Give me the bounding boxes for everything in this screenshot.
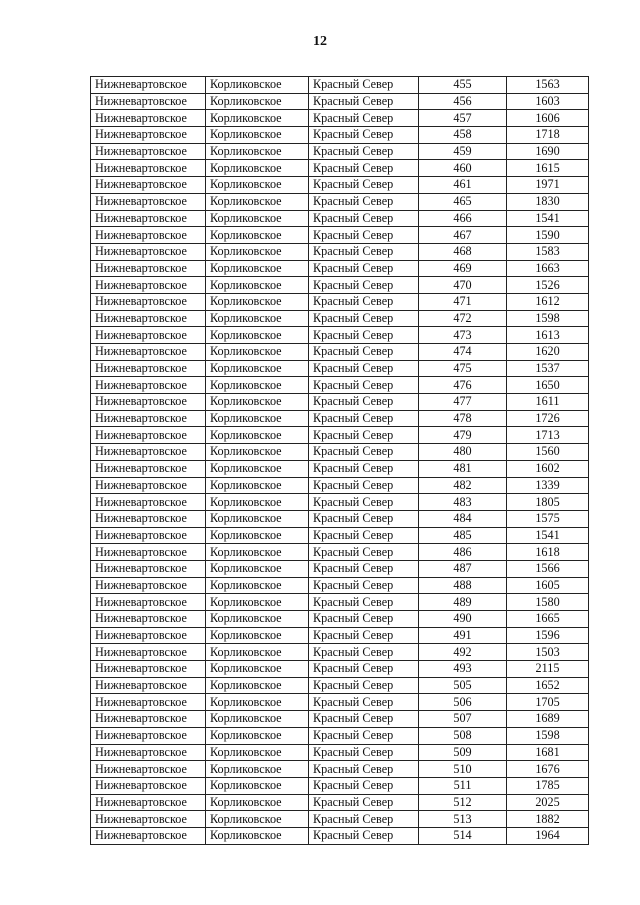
area-cell: Красный Север (309, 694, 419, 711)
table-row (91, 727, 589, 744)
field-cell: Корликовское (206, 177, 309, 194)
value-cell: 1971 (507, 177, 589, 194)
well-number-cell: 492 (419, 644, 507, 661)
area-cell: Красный Север (309, 777, 419, 794)
well-number-cell: 490 (419, 611, 507, 628)
table-row (91, 661, 589, 678)
area-cell: Красный Север (309, 827, 419, 844)
table-row (91, 77, 589, 94)
area-cell: Красный Север (309, 744, 419, 761)
area-cell: Красный Север (309, 293, 419, 310)
area-cell: Красный Север (309, 77, 419, 94)
area-cell: Красный Север (309, 310, 419, 327)
district-cell: Нижневартовское (91, 777, 206, 794)
district-cell: Нижневартовское (91, 827, 206, 844)
district-cell: Нижневартовское (91, 544, 206, 561)
field-cell: Корликовское (206, 110, 309, 127)
value-cell: 1541 (507, 527, 589, 544)
table-row (91, 143, 589, 160)
well-number-cell: 487 (419, 560, 507, 577)
value-cell: 1611 (507, 394, 589, 411)
table-row (91, 394, 589, 411)
field-cell: Корликовское (206, 494, 309, 511)
field-cell: Корликовское (206, 460, 309, 477)
table-row (91, 711, 589, 728)
value-cell: 1785 (507, 777, 589, 794)
area-cell: Красный Север (309, 394, 419, 411)
district-cell: Нижневартовское (91, 644, 206, 661)
district-cell: Нижневартовское (91, 344, 206, 361)
well-number-cell: 458 (419, 127, 507, 144)
table-row (91, 694, 589, 711)
table-row (91, 210, 589, 227)
table-row (91, 227, 589, 244)
well-number-cell: 467 (419, 227, 507, 244)
field-cell: Корликовское (206, 744, 309, 761)
table-body (91, 77, 589, 845)
well-number-cell: 485 (419, 527, 507, 544)
well-number-cell: 477 (419, 394, 507, 411)
district-cell: Нижневартовское (91, 160, 206, 177)
table-row (91, 377, 589, 394)
value-cell: 1339 (507, 477, 589, 494)
well-number-cell: 469 (419, 260, 507, 277)
table-row (91, 160, 589, 177)
value-cell: 1613 (507, 327, 589, 344)
field-cell: Корликовское (206, 210, 309, 227)
district-cell: Нижневартовское (91, 761, 206, 778)
well-number-cell: 507 (419, 711, 507, 728)
area-cell: Красный Север (309, 460, 419, 477)
field-cell: Корликовское (206, 310, 309, 327)
table-row (91, 193, 589, 210)
area-cell: Красный Север (309, 560, 419, 577)
field-cell: Корликовское (206, 577, 309, 594)
well-number-cell: 473 (419, 327, 507, 344)
well-number-cell: 493 (419, 661, 507, 678)
table-row (91, 277, 589, 294)
area-cell: Красный Север (309, 143, 419, 160)
field-cell: Корликовское (206, 661, 309, 678)
well-number-cell: 486 (419, 544, 507, 561)
district-cell: Нижневартовское (91, 260, 206, 277)
area-cell: Красный Север (309, 527, 419, 544)
field-cell: Корликовское (206, 444, 309, 461)
value-cell: 1830 (507, 193, 589, 210)
table-row (91, 110, 589, 127)
area-cell: Красный Север (309, 494, 419, 511)
well-number-cell: 505 (419, 677, 507, 694)
district-cell: Нижневартовское (91, 577, 206, 594)
area-cell: Красный Север (309, 327, 419, 344)
district-cell: Нижневартовское (91, 694, 206, 711)
district-cell: Нижневартовское (91, 243, 206, 260)
field-cell: Корликовское (206, 627, 309, 644)
area-cell: Красный Север (309, 160, 419, 177)
district-cell: Нижневартовское (91, 177, 206, 194)
value-cell: 1713 (507, 427, 589, 444)
table-row (91, 794, 589, 811)
field-cell: Корликовское (206, 277, 309, 294)
district-cell: Нижневартовское (91, 427, 206, 444)
table-row (91, 777, 589, 794)
value-cell: 1541 (507, 210, 589, 227)
table-row (91, 293, 589, 310)
area-cell: Красный Север (309, 377, 419, 394)
area-cell: Красный Север (309, 727, 419, 744)
well-number-cell: 506 (419, 694, 507, 711)
district-cell: Нижневартовское (91, 360, 206, 377)
table-row (91, 644, 589, 661)
district-cell: Нижневартовское (91, 127, 206, 144)
area-cell: Красный Север (309, 360, 419, 377)
well-number-cell: 513 (419, 811, 507, 828)
value-cell: 1964 (507, 827, 589, 844)
area-cell: Красный Север (309, 410, 419, 427)
table-row (91, 577, 589, 594)
area-cell: Красный Север (309, 344, 419, 361)
field-cell: Корликовское (206, 594, 309, 611)
value-cell: 1718 (507, 127, 589, 144)
field-cell: Корликовское (206, 160, 309, 177)
table-row (91, 360, 589, 377)
well-number-cell: 465 (419, 193, 507, 210)
value-cell: 1526 (507, 277, 589, 294)
district-cell: Нижневартовское (91, 394, 206, 411)
field-cell: Корликовское (206, 794, 309, 811)
value-cell: 1606 (507, 110, 589, 127)
district-cell: Нижневартовское (91, 277, 206, 294)
field-cell: Корликовское (206, 77, 309, 94)
area-cell: Красный Север (309, 594, 419, 611)
well-number-cell: 489 (419, 594, 507, 611)
table-row (91, 827, 589, 844)
table-row (91, 811, 589, 828)
area-cell: Красный Север (309, 761, 419, 778)
district-cell: Нижневартовское (91, 310, 206, 327)
table-row (91, 677, 589, 694)
area-cell: Красный Север (309, 477, 419, 494)
well-number-cell: 472 (419, 310, 507, 327)
well-number-cell: 461 (419, 177, 507, 194)
table-row (91, 344, 589, 361)
district-cell: Нижневартовское (91, 627, 206, 644)
field-cell: Корликовское (206, 560, 309, 577)
field-cell: Корликовское (206, 694, 309, 711)
table-row (91, 444, 589, 461)
district-cell: Нижневартовское (91, 727, 206, 744)
well-number-cell: 510 (419, 761, 507, 778)
area-cell: Красный Север (309, 193, 419, 210)
value-cell: 1805 (507, 494, 589, 511)
field-cell: Корликовское (206, 827, 309, 844)
area-cell: Красный Север (309, 794, 419, 811)
table-row (91, 260, 589, 277)
well-number-cell: 471 (419, 293, 507, 310)
field-cell: Корликовское (206, 761, 309, 778)
area-cell: Красный Север (309, 677, 419, 694)
area-cell: Красный Север (309, 243, 419, 260)
district-cell: Нижневартовское (91, 560, 206, 577)
area-cell: Красный Север (309, 661, 419, 678)
district-cell: Нижневартовское (91, 510, 206, 527)
value-cell: 1598 (507, 727, 589, 744)
district-cell: Нижневартовское (91, 143, 206, 160)
well-number-cell: 468 (419, 243, 507, 260)
value-cell: 1590 (507, 227, 589, 244)
well-number-cell: 508 (419, 727, 507, 744)
field-cell: Корликовское (206, 193, 309, 210)
district-cell: Нижневартовское (91, 110, 206, 127)
area-cell: Красный Север (309, 277, 419, 294)
value-cell: 1596 (507, 627, 589, 644)
well-number-cell: 488 (419, 577, 507, 594)
table-row (91, 510, 589, 527)
well-number-cell: 476 (419, 377, 507, 394)
value-cell: 2025 (507, 794, 589, 811)
field-cell: Корликовское (206, 611, 309, 628)
value-cell: 1676 (507, 761, 589, 778)
field-cell: Корликовское (206, 544, 309, 561)
area-cell: Красный Север (309, 177, 419, 194)
field-cell: Корликовское (206, 527, 309, 544)
well-number-cell: 511 (419, 777, 507, 794)
district-cell: Нижневартовское (91, 193, 206, 210)
field-cell: Корликовское (206, 93, 309, 110)
district-cell: Нижневартовское (91, 227, 206, 244)
district-cell: Нижневартовское (91, 377, 206, 394)
value-cell: 1615 (507, 160, 589, 177)
area-cell: Красный Север (309, 110, 419, 127)
field-cell: Корликовское (206, 711, 309, 728)
value-cell: 1681 (507, 744, 589, 761)
value-cell: 1618 (507, 544, 589, 561)
value-cell: 1689 (507, 711, 589, 728)
well-number-cell: 475 (419, 360, 507, 377)
field-cell: Корликовское (206, 260, 309, 277)
table-row (91, 127, 589, 144)
district-cell: Нижневартовское (91, 327, 206, 344)
well-number-cell: 456 (419, 93, 507, 110)
value-cell: 1612 (507, 293, 589, 310)
table-row (91, 544, 589, 561)
area-cell: Красный Север (309, 210, 419, 227)
area-cell: Красный Север (309, 444, 419, 461)
field-cell: Корликовское (206, 677, 309, 694)
district-cell: Нижневартовское (91, 444, 206, 461)
area-cell: Красный Север (309, 127, 419, 144)
district-cell: Нижневартовское (91, 594, 206, 611)
value-cell: 1537 (507, 360, 589, 377)
district-cell: Нижневартовское (91, 460, 206, 477)
value-cell: 1726 (507, 410, 589, 427)
table-row (91, 243, 589, 260)
field-cell: Корликовское (206, 327, 309, 344)
well-number-cell: 484 (419, 510, 507, 527)
district-cell: Нижневартовское (91, 293, 206, 310)
field-cell: Корликовское (206, 344, 309, 361)
area-cell: Красный Север (309, 544, 419, 561)
district-cell: Нижневартовское (91, 477, 206, 494)
well-number-cell: 514 (419, 827, 507, 844)
value-cell: 1575 (507, 510, 589, 527)
value-cell: 1583 (507, 243, 589, 260)
table-row (91, 560, 589, 577)
well-number-cell: 457 (419, 110, 507, 127)
district-cell: Нижневартовское (91, 811, 206, 828)
table-row (91, 744, 589, 761)
field-cell: Корликовское (206, 143, 309, 160)
district-cell: Нижневартовское (91, 527, 206, 544)
well-number-cell: 509 (419, 744, 507, 761)
well-number-cell: 455 (419, 77, 507, 94)
table-row (91, 494, 589, 511)
field-cell: Корликовское (206, 727, 309, 744)
value-cell: 1566 (507, 560, 589, 577)
well-number-cell: 466 (419, 210, 507, 227)
area-cell: Красный Север (309, 260, 419, 277)
well-number-cell: 478 (419, 410, 507, 427)
field-cell: Корликовское (206, 811, 309, 828)
value-cell: 1602 (507, 460, 589, 477)
field-cell: Корликовское (206, 127, 309, 144)
value-cell: 1690 (507, 143, 589, 160)
value-cell: 1598 (507, 310, 589, 327)
district-cell: Нижневартовское (91, 494, 206, 511)
district-cell: Нижневартовское (91, 77, 206, 94)
area-cell: Красный Север (309, 811, 419, 828)
value-cell: 1705 (507, 694, 589, 711)
value-cell: 1603 (507, 93, 589, 110)
value-cell: 1650 (507, 377, 589, 394)
district-cell: Нижневартовское (91, 677, 206, 694)
district-cell: Нижневартовское (91, 93, 206, 110)
table-row (91, 627, 589, 644)
table-row (91, 594, 589, 611)
table-row (91, 427, 589, 444)
field-cell: Корликовское (206, 427, 309, 444)
table-row (91, 410, 589, 427)
district-cell: Нижневартовское (91, 410, 206, 427)
area-cell: Красный Север (309, 577, 419, 594)
well-number-cell: 491 (419, 627, 507, 644)
well-number-cell: 474 (419, 344, 507, 361)
area-cell: Красный Север (309, 627, 419, 644)
page-number: 12 (313, 34, 327, 49)
field-cell: Корликовское (206, 410, 309, 427)
value-cell: 1503 (507, 644, 589, 661)
value-cell: 1663 (507, 260, 589, 277)
field-cell: Корликовское (206, 510, 309, 527)
data-table (90, 76, 589, 845)
field-cell: Корликовское (206, 377, 309, 394)
value-cell: 2115 (507, 661, 589, 678)
value-cell: 1665 (507, 611, 589, 628)
area-cell: Красный Север (309, 644, 419, 661)
well-number-cell: 479 (419, 427, 507, 444)
value-cell: 1605 (507, 577, 589, 594)
district-cell: Нижневартовское (91, 210, 206, 227)
field-cell: Корликовское (206, 293, 309, 310)
area-cell: Красный Север (309, 227, 419, 244)
district-cell: Нижневартовское (91, 711, 206, 728)
table-row (91, 460, 589, 477)
field-cell: Корликовское (206, 360, 309, 377)
table-row (91, 327, 589, 344)
table-row (91, 527, 589, 544)
table-row (91, 611, 589, 628)
field-cell: Корликовское (206, 227, 309, 244)
area-cell: Красный Север (309, 611, 419, 628)
district-cell: Нижневартовское (91, 611, 206, 628)
table-row (91, 93, 589, 110)
value-cell: 1560 (507, 444, 589, 461)
field-cell: Корликовское (206, 243, 309, 260)
value-cell: 1580 (507, 594, 589, 611)
area-cell: Красный Север (309, 93, 419, 110)
field-cell: Корликовское (206, 477, 309, 494)
field-cell: Корликовское (206, 644, 309, 661)
field-cell: Корликовское (206, 394, 309, 411)
well-number-cell: 481 (419, 460, 507, 477)
field-cell: Корликовское (206, 777, 309, 794)
well-number-cell: 482 (419, 477, 507, 494)
well-number-cell: 480 (419, 444, 507, 461)
district-cell: Нижневартовское (91, 794, 206, 811)
area-cell: Красный Север (309, 510, 419, 527)
well-number-cell: 460 (419, 160, 507, 177)
area-cell: Красный Север (309, 711, 419, 728)
table-row (91, 310, 589, 327)
area-cell: Красный Север (309, 427, 419, 444)
well-number-cell: 483 (419, 494, 507, 511)
value-cell: 1620 (507, 344, 589, 361)
value-cell: 1652 (507, 677, 589, 694)
table-row (91, 761, 589, 778)
district-cell: Нижневартовское (91, 744, 206, 761)
value-cell: 1563 (507, 77, 589, 94)
table-row (91, 177, 589, 194)
well-number-cell: 512 (419, 794, 507, 811)
well-number-cell: 459 (419, 143, 507, 160)
district-cell: Нижневартовское (91, 661, 206, 678)
well-number-cell: 470 (419, 277, 507, 294)
value-cell: 1882 (507, 811, 589, 828)
table-row (91, 477, 589, 494)
